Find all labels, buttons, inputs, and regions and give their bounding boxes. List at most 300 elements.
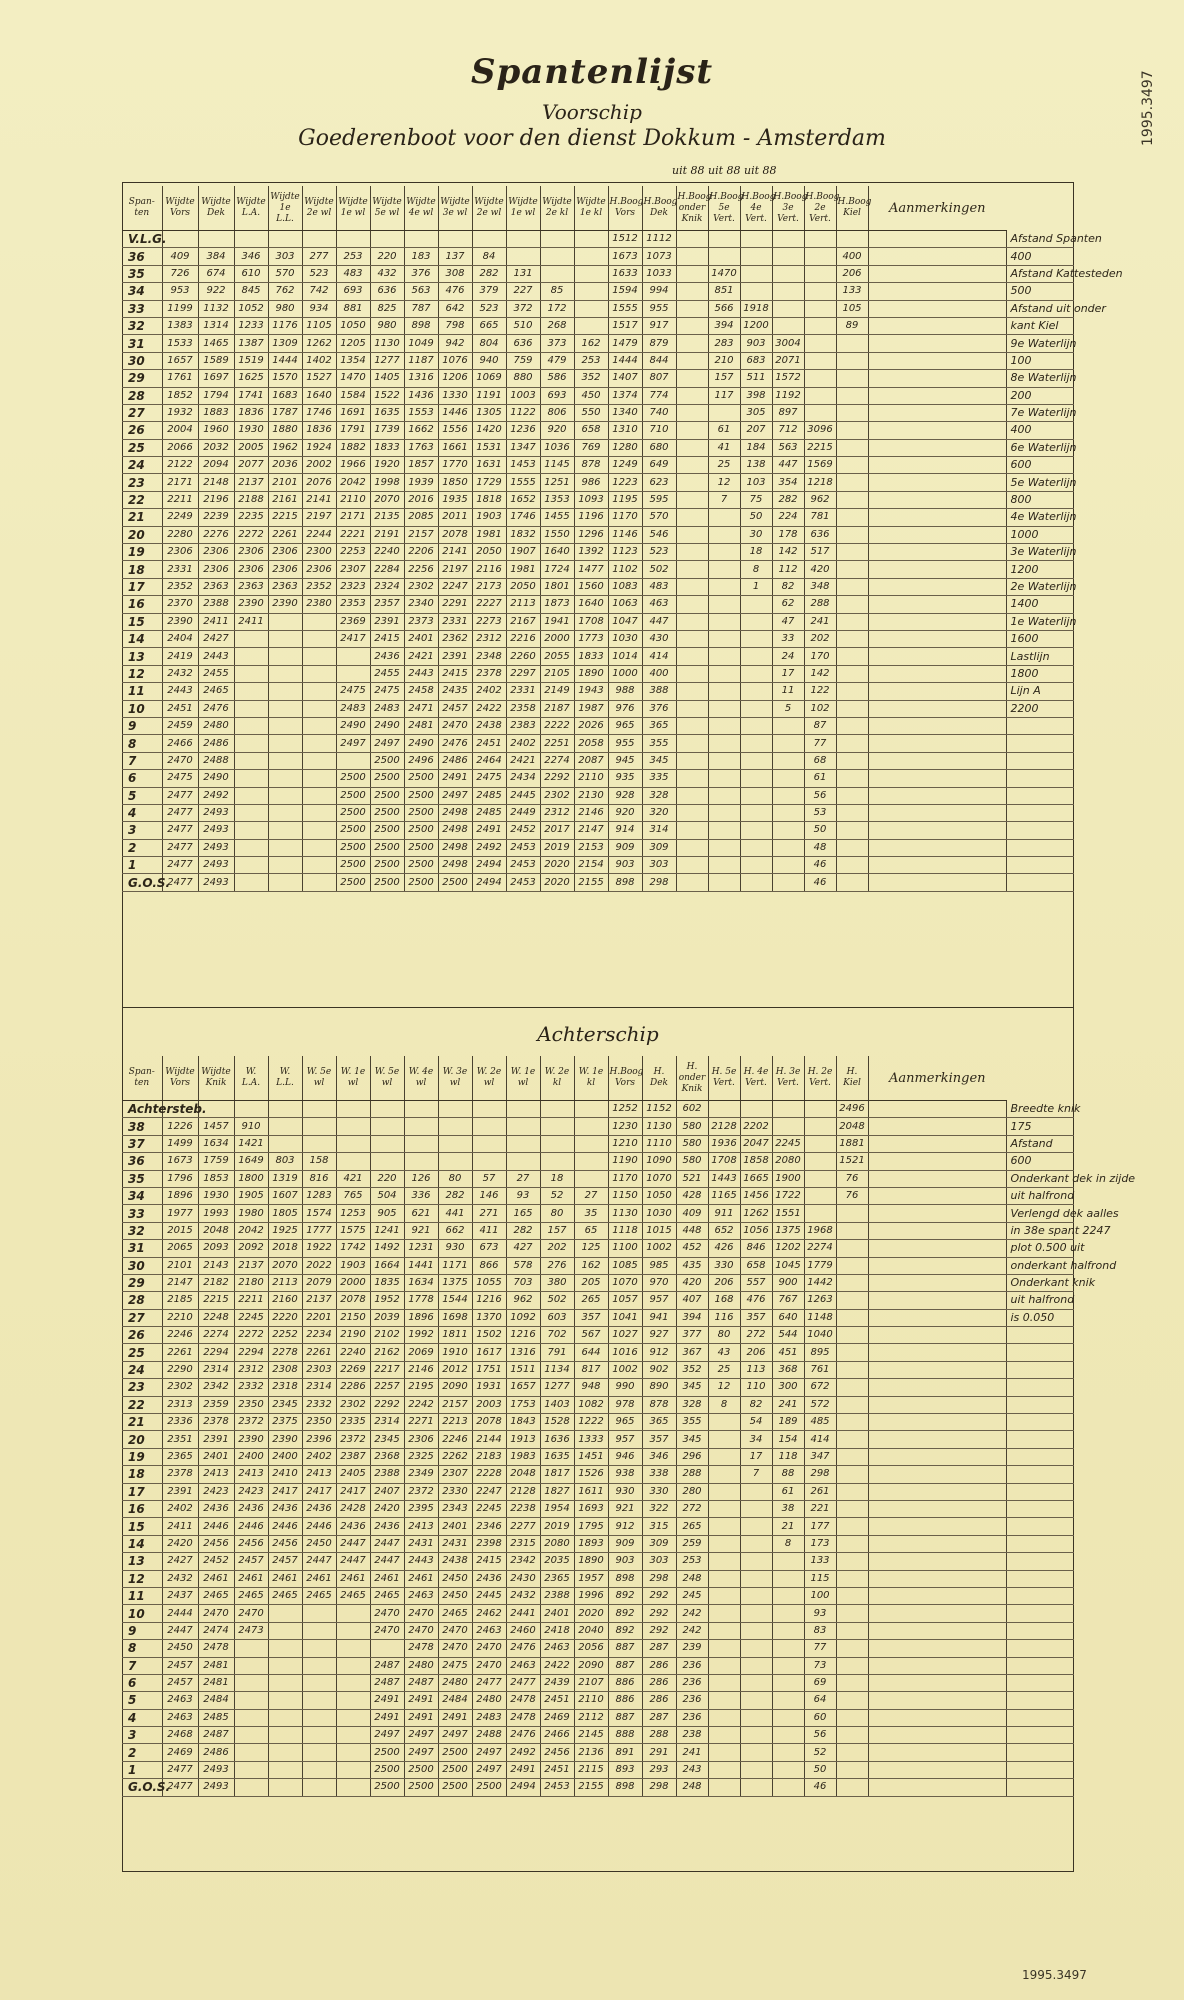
- table-cell: [234, 665, 268, 682]
- table-cell: 414: [642, 648, 676, 665]
- table-cell: 286: [642, 1692, 676, 1709]
- remark-cell: [1006, 1344, 1074, 1361]
- table-cell: 2318: [268, 1379, 302, 1396]
- table-cell: 767: [772, 1292, 804, 1309]
- table-cell: 845: [234, 283, 268, 300]
- remark-cell: is 0.050: [1006, 1309, 1074, 1326]
- table-cell: [268, 1744, 302, 1761]
- table-cell: 2221: [336, 526, 370, 543]
- voor-table-row: [122, 526, 1074, 543]
- table-cell: 2447: [336, 1535, 370, 1552]
- table-cell: 2147: [574, 822, 608, 839]
- table-cell: 1852: [162, 387, 198, 404]
- table-cell: 357: [642, 1431, 676, 1448]
- table-cell: 2197: [438, 561, 472, 578]
- table-cell: 976: [608, 700, 642, 717]
- table-cell: 1966: [336, 457, 370, 474]
- table-cell: 17: [740, 1448, 772, 1465]
- table-cell: 207: [740, 422, 772, 439]
- frame-number: 26: [122, 422, 162, 439]
- table-cell: 1041: [608, 1309, 642, 1326]
- table-cell: 1913: [506, 1431, 540, 1448]
- table-cell: 2497: [404, 1744, 438, 1761]
- table-cell: 125: [574, 1240, 608, 1257]
- table-cell: 2365: [162, 1448, 198, 1465]
- table-cell: 888: [608, 1727, 642, 1744]
- table-cell: [836, 1709, 868, 1726]
- table-cell: [772, 822, 804, 839]
- table-cell: 1052: [234, 300, 268, 317]
- table-cell: [234, 717, 268, 734]
- voor-table-row: [122, 630, 1074, 647]
- table-cell: 636: [370, 283, 404, 300]
- table-cell: 2387: [336, 1448, 370, 1465]
- table-cell: 173: [804, 1535, 836, 1552]
- table-cell: 298: [642, 1779, 676, 1796]
- table-cell: 2398: [472, 1535, 506, 1552]
- achterschip-header-row: [122, 1056, 1074, 1101]
- voor-table-row: [122, 561, 1074, 578]
- table-cell: 1551: [772, 1205, 804, 1222]
- frame-number: 1: [122, 1761, 162, 1778]
- frame-number: 2: [122, 1744, 162, 1761]
- table-cell: [336, 231, 370, 248]
- table-cell: 2500: [370, 822, 404, 839]
- table-cell: 35: [574, 1205, 608, 1222]
- table-cell: 2011: [438, 509, 472, 526]
- table-cell: [772, 787, 804, 804]
- table-cell: [740, 1570, 772, 1587]
- table-cell: 220: [370, 248, 404, 265]
- table-cell: 2261: [268, 526, 302, 543]
- table-cell: 242: [676, 1622, 708, 1639]
- table-cell: 1741: [234, 387, 268, 404]
- table-cell: [234, 839, 268, 856]
- table-cell: [836, 457, 868, 474]
- table-cell: 1403: [540, 1396, 574, 1413]
- table-cell: 2497: [472, 1761, 506, 1778]
- remark-cell: [1006, 787, 1074, 804]
- voor-table-row: [122, 735, 1074, 752]
- table-cell: 761: [804, 1361, 836, 1378]
- frame-number: 10: [122, 700, 162, 717]
- voor-table-row: [122, 457, 1074, 474]
- table-cell: 1977: [162, 1205, 198, 1222]
- table-cell: 2032: [198, 439, 234, 456]
- table-cell: [268, 613, 302, 630]
- table-cell: [868, 1640, 1006, 1657]
- table-cell: [506, 231, 540, 248]
- table-cell: 1470: [336, 370, 370, 387]
- table-cell: [708, 1587, 740, 1604]
- table-cell: 2388: [198, 596, 234, 613]
- voor-table-row: [122, 422, 1074, 439]
- table-cell: [868, 1379, 1006, 1396]
- table-cell: 2465: [302, 1587, 336, 1604]
- table-cell: 46: [804, 1779, 836, 1796]
- table-cell: [676, 857, 708, 874]
- table-cell: 2056: [574, 1640, 608, 1657]
- table-cell: 2351: [162, 1431, 198, 1448]
- table-cell: 1110: [642, 1135, 676, 1152]
- table-cell: 521: [676, 1170, 708, 1187]
- table-cell: 2211: [162, 491, 198, 508]
- table-cell: [708, 1692, 740, 1709]
- table-cell: 1262: [740, 1205, 772, 1222]
- table-cell: 2401: [540, 1605, 574, 1622]
- table-cell: [740, 1779, 772, 1796]
- table-cell: 1033: [642, 265, 676, 282]
- table-cell: [708, 1500, 740, 1517]
- table-cell: [676, 509, 708, 526]
- table-cell: 427: [506, 1240, 540, 1257]
- table-cell: 2456: [268, 1535, 302, 1552]
- remark-cell: [1006, 1553, 1074, 1570]
- table-cell: 2276: [198, 526, 234, 543]
- table-cell: 2358: [506, 700, 540, 717]
- table-cell: 2155: [574, 874, 608, 891]
- table-cell: 2487: [370, 1657, 404, 1674]
- table-cell: 1145: [540, 457, 574, 474]
- voor-table-row: [122, 717, 1074, 734]
- table-cell: 1791: [336, 422, 370, 439]
- voor-table-row: [122, 509, 1074, 526]
- table-cell: 965: [608, 717, 642, 734]
- table-cell: 2430: [506, 1570, 540, 1587]
- table-cell: [836, 404, 868, 421]
- table-cell: 2481: [404, 717, 438, 734]
- frame-number: 10: [122, 1605, 162, 1622]
- table-cell: 277: [302, 248, 336, 265]
- table-cell: 2490: [404, 735, 438, 752]
- table-cell: 2090: [438, 1379, 472, 1396]
- table-cell: 2413: [234, 1466, 268, 1483]
- table-cell: [804, 404, 836, 421]
- table-cell: 367: [676, 1344, 708, 1361]
- table-cell: 54: [740, 1414, 772, 1431]
- table-cell: [708, 1674, 740, 1691]
- table-cell: 2451: [540, 1761, 574, 1778]
- voor-column-header: H.Boog Vors: [608, 186, 642, 231]
- table-cell: 510: [506, 317, 540, 334]
- table-cell: 2498: [438, 857, 472, 874]
- table-cell: [740, 1483, 772, 1500]
- table-cell: 2415: [370, 630, 404, 647]
- table-cell: [676, 717, 708, 734]
- table-cell: 1662: [404, 422, 438, 439]
- table-cell: 2325: [404, 1448, 438, 1465]
- table-cell: 2436: [336, 1518, 370, 1535]
- table-cell: 1836: [234, 404, 268, 421]
- table-cell: 2350: [302, 1414, 336, 1431]
- achter-column-header: W. 1e wl: [336, 1056, 370, 1101]
- table-cell: 1118: [608, 1222, 642, 1239]
- table-cell: [836, 1292, 868, 1309]
- table-cell: 133: [836, 283, 868, 300]
- frame-number: 29: [122, 1274, 162, 1291]
- table-cell: [772, 1709, 804, 1726]
- remark-cell: onderkant halfrond: [1006, 1257, 1074, 1274]
- table-cell: 1900: [772, 1170, 804, 1187]
- table-cell: 1625: [234, 370, 268, 387]
- achter-table-row: [122, 1709, 1074, 1726]
- table-cell: 2420: [370, 1500, 404, 1517]
- table-cell: 2447: [336, 1553, 370, 1570]
- table-cell: [302, 1761, 336, 1778]
- table-cell: 642: [438, 300, 472, 317]
- table-cell: 1223: [608, 474, 642, 491]
- table-cell: 206: [708, 1274, 740, 1291]
- table-cell: [868, 544, 1006, 561]
- table-cell: [336, 1779, 370, 1796]
- table-cell: 2173: [472, 578, 506, 595]
- table-cell: 2491: [506, 1761, 540, 1778]
- frame-number: 28: [122, 387, 162, 404]
- table-cell: [804, 370, 836, 387]
- table-cell: 100: [804, 1587, 836, 1604]
- table-cell: 76: [836, 1170, 868, 1187]
- table-cell: [574, 1101, 608, 1118]
- table-cell: 1192: [772, 387, 804, 404]
- table-cell: 2116: [472, 561, 506, 578]
- remark-cell: 2200: [1006, 700, 1074, 717]
- table-cell: [868, 561, 1006, 578]
- remark-cell: uit halfrond: [1006, 1292, 1074, 1309]
- table-cell: [234, 231, 268, 248]
- table-cell: 890: [642, 1379, 676, 1396]
- table-cell: 2015: [162, 1222, 198, 1239]
- table-cell: 2477: [162, 1761, 198, 1778]
- table-cell: [234, 770, 268, 787]
- table-cell: 2331: [438, 613, 472, 630]
- table-cell: 1698: [438, 1309, 472, 1326]
- table-cell: 2277: [506, 1518, 540, 1535]
- table-cell: 2395: [404, 1500, 438, 1517]
- table-cell: [868, 1240, 1006, 1257]
- table-cell: 261: [804, 1483, 836, 1500]
- table-cell: 409: [162, 248, 198, 265]
- voor-table-row: [122, 265, 1074, 282]
- table-cell: [676, 822, 708, 839]
- table-cell: 2128: [708, 1118, 740, 1135]
- table-cell: [234, 1674, 268, 1691]
- table-cell: 2500: [438, 874, 472, 891]
- achter-table-row: [122, 1657, 1074, 1674]
- table-cell: 2470: [472, 1640, 506, 1657]
- voor-column-header: Wijdte 1e kl: [574, 186, 608, 231]
- table-cell: [868, 1292, 1006, 1309]
- table-cell: [868, 1135, 1006, 1152]
- table-cell: 2465: [268, 1587, 302, 1604]
- table-cell: 2477: [162, 787, 198, 804]
- table-cell: 2147: [162, 1274, 198, 1291]
- table-cell: [574, 248, 608, 265]
- table-cell: 2078: [438, 526, 472, 543]
- table-cell: 1444: [608, 352, 642, 369]
- table-cell: [740, 1500, 772, 1517]
- achter-table-row: [122, 1414, 1074, 1431]
- table-cell: 2274: [804, 1240, 836, 1257]
- table-cell: 2069: [404, 1344, 438, 1361]
- table-cell: 2260: [506, 648, 540, 665]
- table-cell: 2427: [162, 1553, 198, 1570]
- table-cell: 2042: [234, 1222, 268, 1239]
- remark-cell: [1006, 839, 1074, 856]
- table-cell: 712: [772, 422, 804, 439]
- table-cell: 1305: [472, 404, 506, 421]
- table-cell: 2441: [506, 1605, 540, 1622]
- side-inventory-mark: 1995.3497: [1140, 70, 1156, 146]
- table-cell: [302, 683, 336, 700]
- table-cell: 803: [268, 1153, 302, 1170]
- table-cell: 1611: [574, 1483, 608, 1500]
- table-cell: 241: [804, 613, 836, 630]
- table-cell: 2262: [438, 1448, 472, 1465]
- table-cell: [804, 1101, 836, 1118]
- table-cell: [708, 1779, 740, 1796]
- table-cell: 2042: [336, 474, 370, 491]
- table-cell: 1050: [336, 317, 370, 334]
- table-cell: [302, 630, 336, 647]
- table-cell: [772, 770, 804, 787]
- achter-column-header: Span-ten: [122, 1056, 162, 1101]
- table-cell: [804, 335, 836, 352]
- table-cell: 988: [608, 683, 642, 700]
- table-cell: [268, 700, 302, 717]
- table-cell: 447: [642, 613, 676, 630]
- table-cell: [740, 265, 772, 282]
- table-cell: 1210: [608, 1135, 642, 1152]
- table-cell: 1456: [740, 1187, 772, 1204]
- table-cell: 2500: [370, 1761, 404, 1778]
- table-cell: 2102: [370, 1327, 404, 1344]
- remark-cell: [1006, 1361, 1074, 1378]
- table-cell: [336, 1135, 370, 1152]
- table-cell: 2206: [404, 544, 438, 561]
- table-cell: 1055: [472, 1274, 506, 1291]
- table-cell: 2411: [198, 613, 234, 630]
- table-cell: 303: [268, 248, 302, 265]
- table-cell: 1544: [438, 1292, 472, 1309]
- table-cell: 80: [438, 1170, 472, 1187]
- table-cell: 2434: [506, 770, 540, 787]
- table-cell: 1998: [370, 474, 404, 491]
- table-cell: 2390: [268, 596, 302, 613]
- table-cell: 1152: [642, 1101, 676, 1118]
- table-cell: 1555: [506, 474, 540, 491]
- table-cell: 305: [740, 404, 772, 421]
- table-cell: 1280: [608, 439, 642, 456]
- table-cell: 202: [540, 1240, 574, 1257]
- table-cell: 1333: [574, 1431, 608, 1448]
- table-cell: 1553: [404, 404, 438, 421]
- table-cell: 2110: [336, 491, 370, 508]
- table-cell: 2148: [198, 474, 234, 491]
- voor-column-header: Wijdte 1e wl: [336, 186, 370, 231]
- table-cell: 1770: [438, 457, 472, 474]
- table-cell: 25: [708, 1361, 740, 1378]
- table-cell: 774: [642, 387, 676, 404]
- table-cell: [268, 717, 302, 734]
- table-cell: 2470: [198, 1605, 234, 1622]
- table-cell: 2306: [162, 544, 198, 561]
- table-cell: 248: [676, 1570, 708, 1587]
- table-cell: 658: [574, 422, 608, 439]
- table-cell: [336, 1744, 370, 1761]
- table-cell: [540, 1118, 574, 1135]
- table-cell: 2171: [162, 474, 198, 491]
- table-cell: 2272: [234, 1327, 268, 1344]
- table-cell: [676, 596, 708, 613]
- table-cell: 1594: [608, 283, 642, 300]
- table-cell: 2079: [302, 1274, 336, 1291]
- table-cell: 912: [642, 1344, 676, 1361]
- table-cell: [302, 231, 336, 248]
- table-cell: 2451: [472, 735, 506, 752]
- table-cell: 1383: [162, 317, 198, 334]
- table-cell: 53: [804, 804, 836, 821]
- table-cell: 2438: [472, 717, 506, 734]
- frame-number: 3: [122, 1727, 162, 1744]
- table-cell: 693: [336, 283, 370, 300]
- table-cell: [868, 1605, 1006, 1622]
- table-cell: [836, 387, 868, 404]
- table-cell: 68: [804, 752, 836, 769]
- table-cell: [836, 648, 868, 665]
- table-cell: 2486: [198, 735, 234, 752]
- table-cell: [336, 1761, 370, 1778]
- table-cell: 1746: [302, 404, 336, 421]
- table-cell: [804, 1205, 836, 1222]
- table-cell: [868, 665, 1006, 682]
- table-cell: [708, 1431, 740, 1448]
- table-cell: 80: [540, 1205, 574, 1222]
- table-cell: 2040: [574, 1622, 608, 1639]
- frame-number: 37: [122, 1135, 162, 1152]
- table-cell: 407: [676, 1292, 708, 1309]
- table-cell: [234, 1744, 268, 1761]
- table-cell: [740, 1553, 772, 1570]
- table-cell: 2436: [234, 1500, 268, 1517]
- table-cell: 2478: [506, 1692, 540, 1709]
- table-cell: 1226: [162, 1118, 198, 1135]
- table-cell: 2078: [472, 1414, 506, 1431]
- table-cell: 2422: [540, 1657, 574, 1674]
- table-cell: 2307: [336, 561, 370, 578]
- table-cell: 158: [302, 1153, 336, 1170]
- table-cell: [868, 1744, 1006, 1761]
- table-cell: 2405: [336, 1466, 370, 1483]
- table-cell: 665: [472, 317, 506, 334]
- table-cell: 2404: [162, 630, 198, 647]
- table-cell: 2461: [336, 1570, 370, 1587]
- table-cell: 2247: [472, 1483, 506, 1500]
- table-cell: 1130: [608, 1205, 642, 1222]
- table-cell: 1070: [608, 1274, 642, 1291]
- table-cell: 265: [676, 1518, 708, 1535]
- frame-number: 8: [122, 735, 162, 752]
- table-cell: 286: [642, 1674, 676, 1691]
- table-cell: [336, 1153, 370, 1170]
- table-cell: 2487: [198, 1727, 234, 1744]
- table-cell: 1883: [198, 404, 234, 421]
- table-cell: [836, 770, 868, 787]
- table-cell: 502: [642, 561, 676, 578]
- table-cell: [836, 1327, 868, 1344]
- table-cell: 2407: [370, 1483, 404, 1500]
- table-cell: 903: [608, 1553, 642, 1570]
- remark-cell: uit halfrond: [1006, 1187, 1074, 1204]
